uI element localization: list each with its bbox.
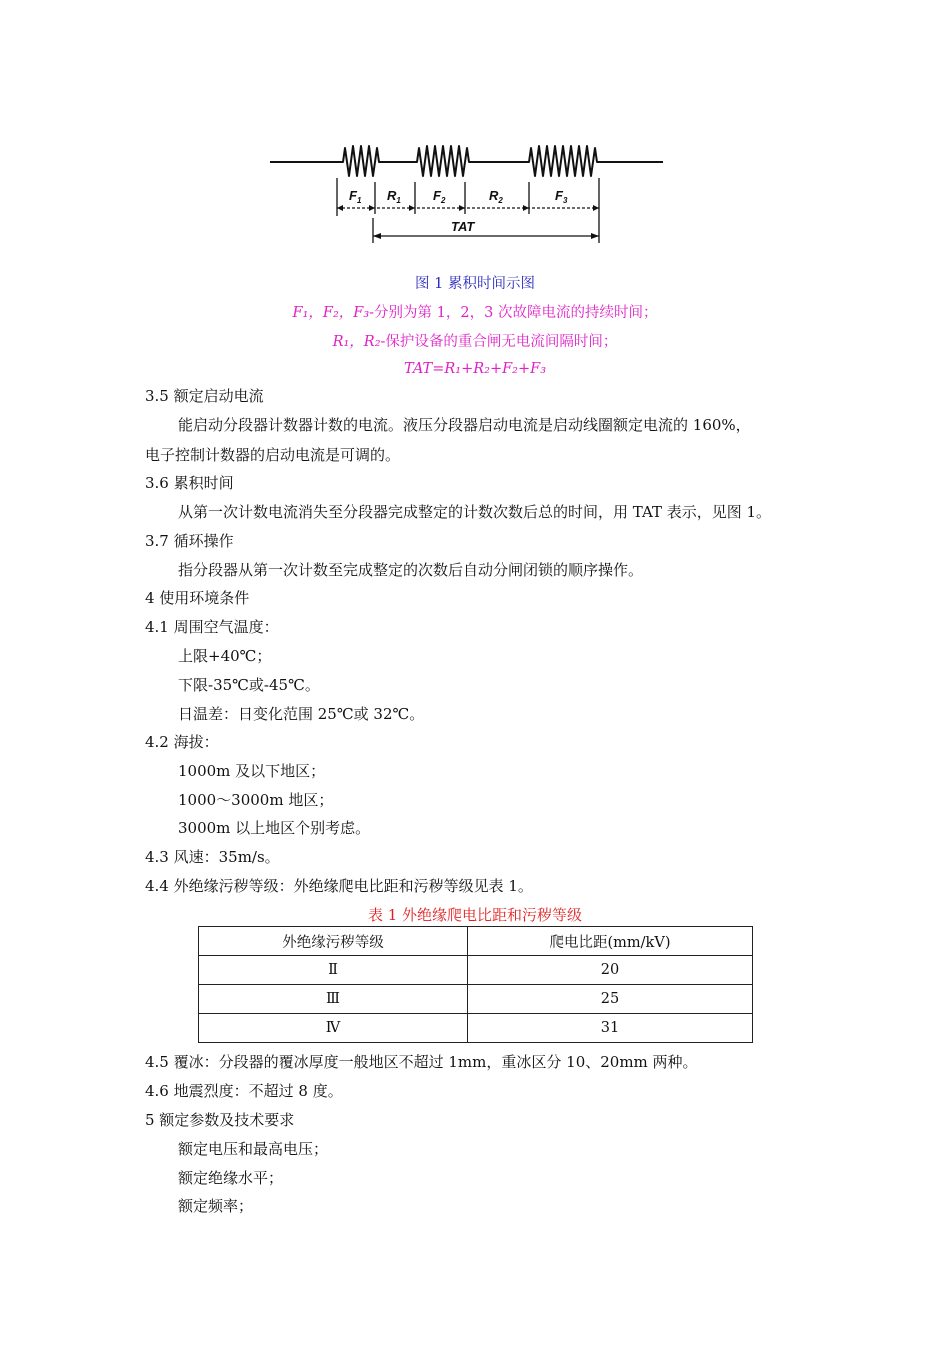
- heading-3-6: 3.6 累积时间: [145, 474, 234, 492]
- table-cell-creepage: 20: [468, 956, 753, 985]
- para-3-7: 指分段器从第一次计数至完成整定的次数后自动分闸闭锁的顺序操作。: [178, 561, 644, 579]
- pollution-table: [198, 926, 753, 1043]
- figure-formula: [0, 361, 950, 377]
- altitude-1: 1000m 及以下地区；: [178, 762, 326, 780]
- table-cell-grade: Ⅳ: [199, 1014, 468, 1043]
- heading-3-5: 3.5 额定启动电流: [145, 387, 264, 405]
- figure-legend-f: [0, 301, 950, 322]
- legend-r-text: -保护设备的重合闸无电流间隔时间；: [380, 334, 618, 350]
- cumulative-time-diagram: [265, 118, 670, 253]
- label-tat: TAT: [451, 219, 475, 234]
- label-f3: $F_3$: [555, 188, 568, 205]
- label-f2: $F_2$: [433, 188, 446, 205]
- heading-4-1: 4.1 周围空气温度：: [145, 618, 279, 636]
- heading-4-4: 4.4 外绝缘污秽等级：外绝缘爬电比距和污秽等级见表 1。: [145, 877, 533, 895]
- table-title: 表 1 外绝缘爬电比距和污秽等级: [367, 906, 583, 924]
- table-cell-creepage: 31: [468, 1014, 753, 1043]
- table-header-row: [199, 927, 753, 956]
- table-cell-grade: Ⅱ: [199, 956, 468, 985]
- legend-f-vars: F₁，F₂，F₃: [292, 305, 370, 321]
- param-insulation: 额定绝缘水平；: [178, 1169, 284, 1187]
- formula-text: TAT=R₁+R₂+F₂+F₃: [403, 361, 547, 377]
- label-r2: $R_2$: [489, 188, 503, 205]
- figure-caption: 图 1 累积时间示图: [415, 276, 535, 292]
- heading-4: 4 使用环境条件: [145, 589, 250, 607]
- figure-legend-r: [0, 330, 950, 351]
- para-3-5-a: 能启动分段器计数器计数的电流。液压分段器启动电流是启动线圈额定电流的 160%，: [178, 416, 751, 434]
- waveform-line: [270, 146, 663, 176]
- altitude-2: 1000～3000m 地区；: [178, 791, 334, 809]
- altitude-3: 3000m 以上地区个别考虑。: [178, 819, 371, 837]
- temp-daily: 日温差：日变化范围 25℃或 32℃。: [178, 705, 425, 723]
- legend-r-vars: R₁，R₂: [332, 334, 381, 350]
- heading-4-2: 4.2 海拔：: [145, 733, 219, 751]
- heading-3-7: 3.7 循环操作: [145, 532, 234, 550]
- table-cell-creepage: 25: [468, 985, 753, 1014]
- table-cell-grade: Ⅲ: [199, 985, 468, 1014]
- para-3-5-b: 电子控制计数器的启动电流是可调的。: [145, 446, 401, 464]
- para-3-6: 从第一次计数电流消失至分段器完成整定的计数次数后总的时间，用 TAT 表示，见图 1。: [178, 503, 772, 521]
- table-row: [199, 956, 753, 985]
- table-header-creepage: 爬电比距(mm/kV): [468, 927, 753, 956]
- heading-4-3: 4.3 风速：35m/s。: [145, 848, 280, 866]
- temp-upper: 上限+40℃；: [178, 647, 272, 665]
- temp-lower: 下限-35℃或-45℃。: [178, 676, 320, 694]
- heading-5: 5 额定参数及技术要求: [145, 1111, 295, 1129]
- heading-4-6: 4.6 地震烈度：不超过 8 度。: [145, 1082, 343, 1100]
- heading-4-5: 4.5 覆冰：分段器的覆冰厚度一般地区不超过 1mm，重冰区分 10、20mm 两种。: [145, 1053, 698, 1071]
- label-r1: $R_1$: [387, 188, 401, 205]
- table-row: [199, 1014, 753, 1043]
- legend-f-text: -分别为第 1，2，3 次故障电流的持续时间；: [369, 305, 658, 321]
- param-frequency: 额定频率；: [178, 1197, 254, 1215]
- param-voltage: 额定电压和最高电压；: [178, 1140, 329, 1158]
- table-row: [199, 985, 753, 1014]
- label-f1: $F_1$: [349, 188, 362, 205]
- table-header-grade: 外绝缘污秽等级: [199, 927, 468, 956]
